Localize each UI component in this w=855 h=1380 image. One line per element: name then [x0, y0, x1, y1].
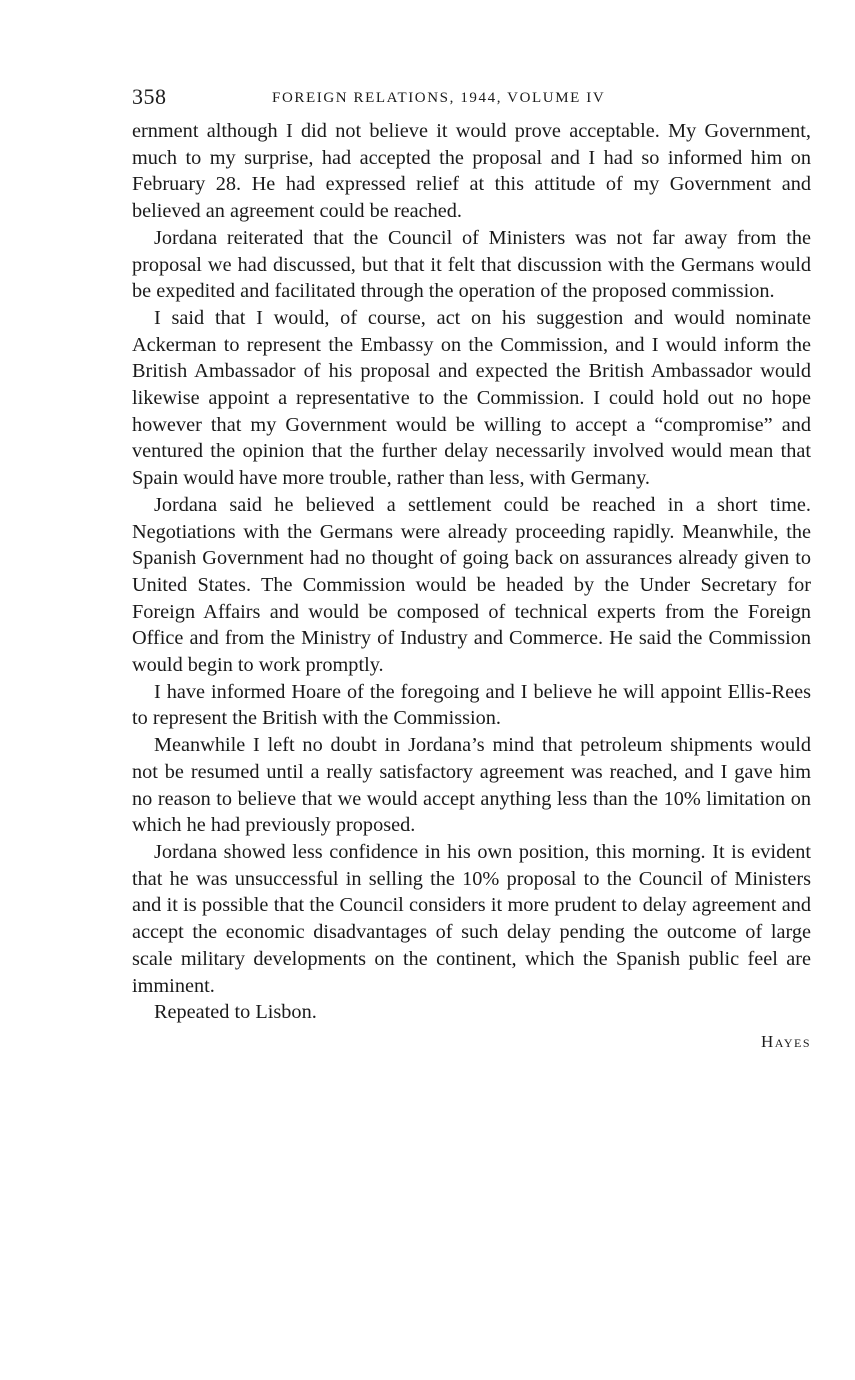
paragraph: Jordana reiterated that the Council of Ministers was not far away from the proposal we had discussed, but that it felt that discussion with the Germans would be expedited and facilitated through the operation of the proposed commission.	[132, 226, 811, 303]
page-number: 358	[132, 84, 167, 109]
signature: Hayes	[760, 1031, 811, 1051]
paragraph: I said that I would, of course, act on his suggestion and would nominate Ackerman to represent the Embassy on the Commission, and I would inform the British Ambassador of his proposal and expected the British Ambassador would likewise appoint a representative to the Commission. I could hold out no hope however that my Government would be willing to accept a “compromise” and ventured the opinion that the further delay necessarily involved would mean that Spain would have more trouble, rather than less, with Germany.	[132, 306, 811, 490]
page-header	[132, 84, 811, 114]
paragraph: I have informed Hoare of the foregoing and I believe he will appoint Ellis-Rees to represent the British with the Commission.	[132, 680, 811, 730]
paragraph-continuation: ernment although I did not believe it would prove acceptable. My Government, much to my surprise, had accepted the proposal and I had so informed him on February 28. He had expressed relief at this attitude of my Government and believed an agreement could be reached.	[132, 120, 811, 223]
paragraph: Repeated to Lisbon.	[154, 1001, 317, 1024]
body-text	[132, 118, 811, 1026]
paragraph: Meanwhile I left no doubt in Jordana’s mind that petroleum shipments would not be resumed until a really satisfactory agreement was reached, and I gave him no reason to believe that we would accept anything less than the 10% limitation on which he had previously proposed.	[132, 734, 811, 837]
running-head: FOREIGN RELATIONS, 1944, VOLUME IV	[272, 90, 606, 106]
paragraph: Jordana said he believed a settlement could be reached in a short time. Negotiations with the Germans were already proceeding rapidly. Meanwhile, the Spanish Government had no thought of going back on assurances already given to United States. The Commission would be headed by the Under Secretary for Foreign Affairs and would be composed of technical experts from the Foreign Office and from the Ministry of Industry and Commerce. He said the Commission would begin to work promptly.	[132, 493, 811, 677]
paragraph: Jordana showed less confidence in his own position, this morning. It is evident that he was unsuccessful in selling the 10% proposal to the Council of Ministers and it is possible that the Council considers it more prudent to delay agreement and accept the economic disadvantages of such delay pending the outcome of large scale military developments on the continent, which the Spanish public feel are imminent.	[132, 840, 811, 997]
document-page	[132, 84, 811, 1052]
